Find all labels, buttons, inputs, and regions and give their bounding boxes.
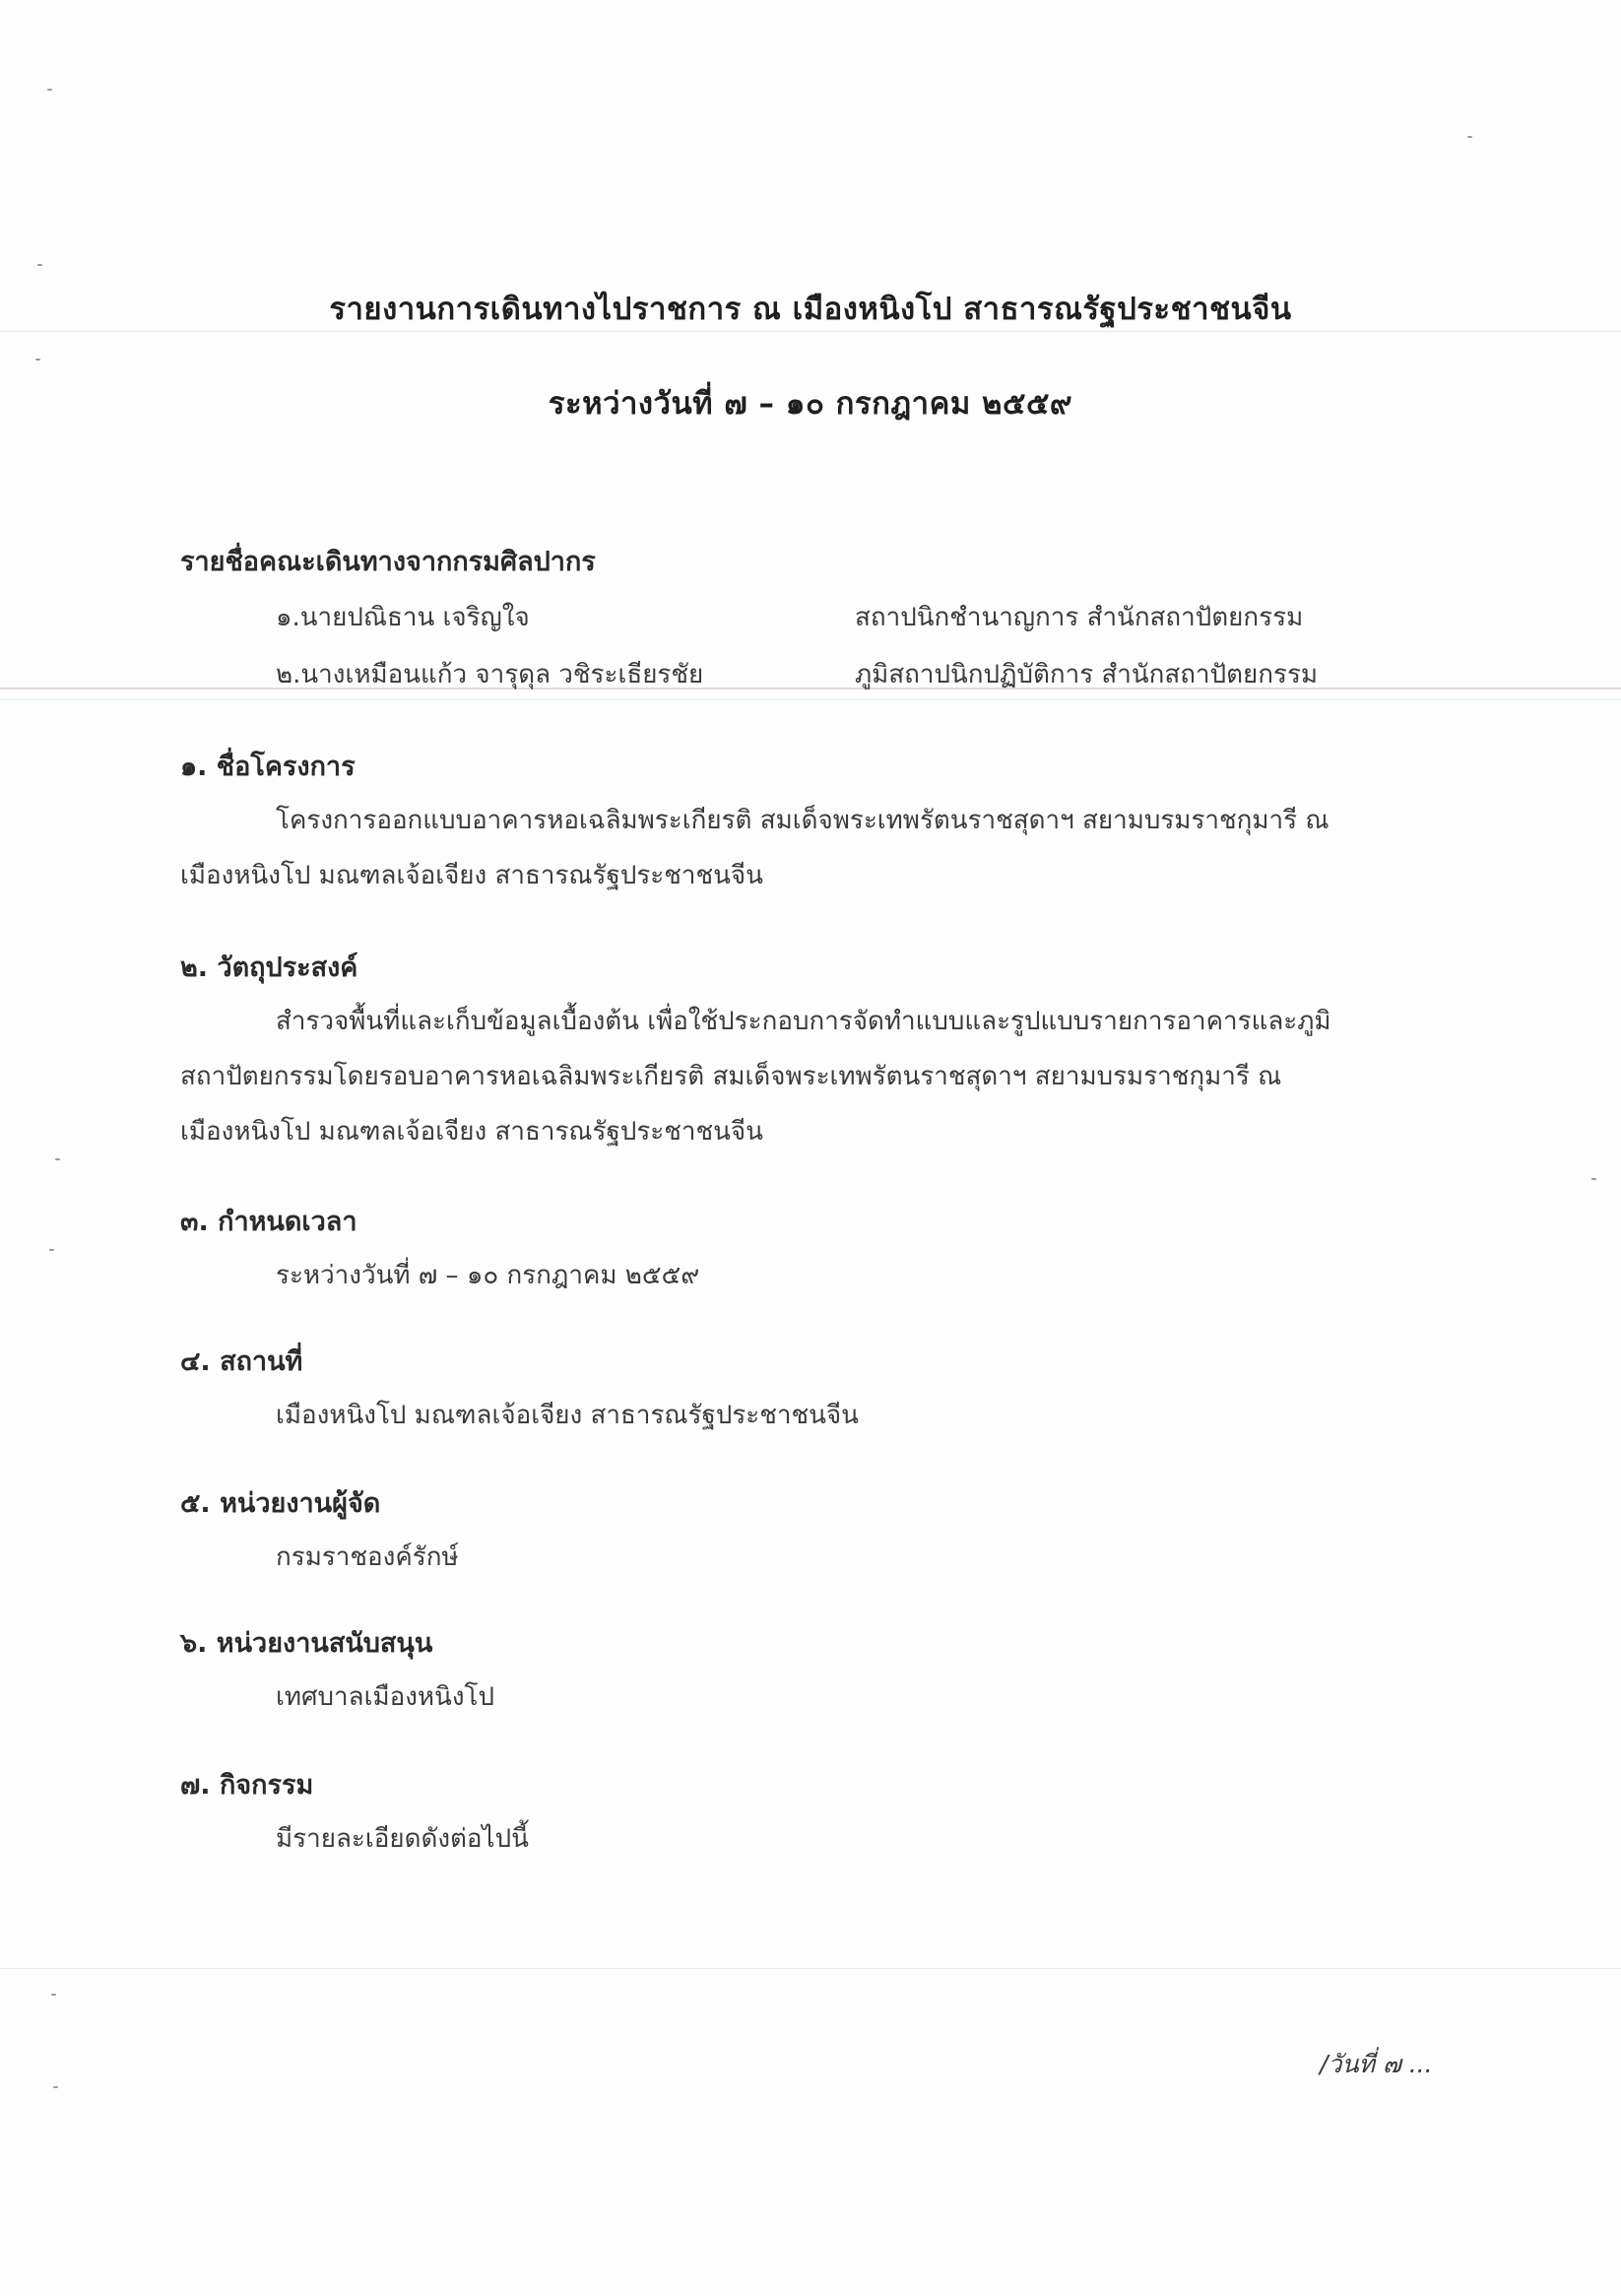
section-text: เมืองหนิงโป มณฑลเจ้อเจียง สาธารณรัฐประชาชนจีน: [276, 1401, 859, 1430]
section-text: โครงการออกแบบอาคารหอเฉลิมพระเกียรติ สมเด็จพระเทพรัตนราชสุดาฯ สยามบรมราชกุมารี ณ: [276, 806, 1329, 835]
scan-artifact-line: [0, 688, 1621, 689]
section-heading-schedule: ๓. กำหนดเวลา: [180, 1207, 357, 1237]
section-text: เทศบาลเมืองหนิงโป: [276, 1682, 494, 1712]
section-text: กรมราชองค์รักษ์: [276, 1542, 459, 1572]
scan-fleck: [1467, 136, 1472, 138]
scan-fleck: [53, 2086, 58, 2088]
section-heading-objective: ๒. วัตถุประสงค์: [180, 952, 358, 983]
member-position: สถาปนิกชำนาญการ สำนักสถาปัตยกรรม: [855, 603, 1304, 632]
document-subtitle: ระหว่างวันที่ ๗ – ๑๐ กรกฎาคม ๒๕๕๙: [548, 386, 1073, 422]
delegation-heading: รายชื่อคณะเดินทางจากกรมศิลปากร: [180, 547, 596, 577]
scan-fleck: [1591, 1178, 1596, 1180]
section-text: เมืองหนิงโป มณฑลเจ้อเจียง สาธารณรัฐประชาชนจีน: [180, 861, 763, 890]
scan-fleck: [51, 1994, 56, 1996]
section-heading-location: ๔. สถานที่: [180, 1346, 303, 1377]
section-heading-project: ๑. ชื่อโครงการ: [180, 752, 356, 782]
member-name: ๑.นายปณิธาน เจริญใจ: [276, 603, 530, 632]
section-text: เมืองหนิงโป มณฑลเจ้อเจียง สาธารณรัฐประชาชนจีน: [180, 1117, 763, 1147]
scan-artifact-line: [0, 1968, 1621, 1969]
section-text: สำรวจพื้นที่และเก็บข้อมูลเบื้องต้น เพื่อใช้ประกอบการจัดทำแบบและรูปแบบรายการอาคารและภูมิ: [276, 1007, 1331, 1036]
scan-fleck: [37, 264, 42, 266]
page-continuation: /วันที่ ๗ ...: [1320, 2050, 1433, 2078]
scan-fleck: [47, 89, 52, 91]
document-title: รายงานการเดินทางไปราชการ ณ เมืองหนิงโป สาธารณรัฐประชาชนจีน: [329, 292, 1292, 327]
scan-fleck: [55, 1158, 60, 1160]
scan-fleck: [35, 359, 40, 361]
member-name: ๒.นางเหมือนแก้ว จารุดุล วชิระเธียรชัย: [276, 660, 704, 689]
section-heading-organizer: ๕. หน่วยงานผู้จัด: [180, 1488, 381, 1519]
section-text: ระหว่างวันที่ ๗ – ๑๐ กรกฎาคม ๒๕๕๙: [276, 1261, 700, 1290]
member-position: ภูมิสถาปนิกปฏิบัติการ สำนักสถาปัตยกรรม: [855, 660, 1319, 689]
scan-artifact-line: [0, 699, 1621, 700]
section-heading-activities: ๗. กิจกรรม: [180, 1770, 314, 1801]
section-heading-supporter: ๖. หน่วยงานสนับสนุน: [180, 1628, 433, 1659]
scan-fleck: [49, 1249, 54, 1251]
section-text: มีรายละเอียดดังต่อไปนี้: [276, 1824, 529, 1854]
section-text: สถาปัตยกรรมโดยรอบอาคารหอเฉลิมพระเกียรติ สมเด็จพระเทพรัตนราชสุดาฯ สยามบรมราชกุมารี ณ: [180, 1062, 1282, 1091]
